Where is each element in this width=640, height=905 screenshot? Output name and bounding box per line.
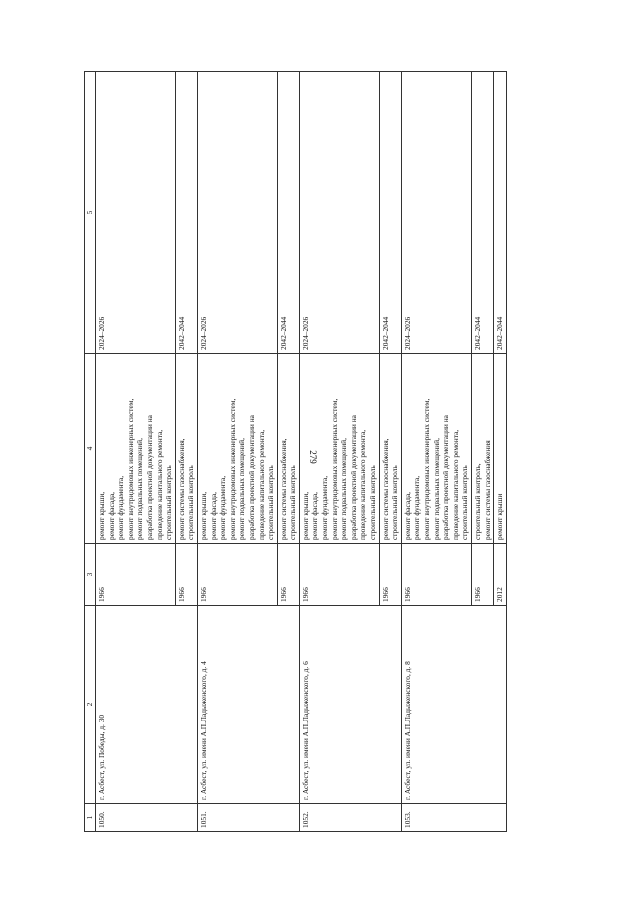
building-address: г. Асбест, ул. имени А.П.Ладыженского, д. 6 [299,606,401,804]
work-type-line: ремонт внутридомовых инженерных систем, [227,398,237,540]
year-cell: 1966 [96,544,176,606]
work-type-line: ремонт крыши, [97,491,106,540]
page-number: 279 [307,450,318,464]
period-cell: 2042–2044 [471,72,493,354]
table-row [299,72,379,832]
work-type-line: строительный контроль [390,465,400,540]
period-cell: 2042–2044 [494,72,507,354]
work-type-line: строительный контроль [288,465,298,540]
work-type-line: строительный контроль [164,465,174,540]
work-type-line: ремонт крыши [495,493,505,540]
work-type-line: ремонт подвальных помещений, [237,438,247,540]
work-type-line: разработка проектной документации на [441,415,451,540]
column-header: 3 [85,544,96,606]
work-types-cell [277,354,299,544]
work-types-cell [471,354,493,544]
row-number: 1050. [96,804,198,832]
table-row [197,72,277,832]
work-type-line: ремонт системы газоснабжения, [380,438,390,540]
work-type-line: строительный контроль [266,465,276,540]
work-type-line: ремонт фасада, [208,492,218,540]
work-type-line: ремонт подвальных помещений, [135,438,145,540]
year-cell: 1966 [197,544,277,606]
work-type-line: ремонт системы газоснабжения, [278,438,288,540]
year-cell: 1966 [277,544,299,606]
period-cell: 2024–2026 [96,72,176,354]
header-row [85,72,96,832]
work-type-line: ремонт крыши, [300,491,310,540]
work-type-line: проведение капитального ремонта, [450,429,460,540]
work-type-line: разработка проектной документации на [144,415,154,540]
column-header: 5 [85,72,96,354]
row-number: 1052. [299,804,401,832]
work-type-line: строительный контроль [460,465,470,540]
period-cell: 2042–2044 [379,72,401,354]
work-type-line: ремонт крыши, [198,491,208,540]
column-header: 2 [85,606,96,804]
work-types-cell [96,354,176,544]
work-type-line: ремонт фасада, [310,492,320,540]
table-row [96,72,176,832]
work-type-line: ремонт подвальных помещений, [431,438,441,540]
work-type-line: ремонт внутридомовых инженерных систем, [422,398,431,540]
work-types-cell [401,354,471,544]
repair-schedule-table [84,71,507,832]
work-types-cell [494,354,507,544]
period-cell: 2024–2026 [197,72,277,354]
work-type-line: ремонт фасада, [106,492,116,540]
work-type-line: ремонт внутридомовых инженерных систем, [125,398,135,540]
period-cell: 2042–2044 [175,72,197,354]
column-header: 1 [85,804,96,832]
work-types-cell [175,354,197,544]
work-types-cell [299,354,379,544]
year-cell: 1966 [379,544,401,606]
row-number: 1051. [197,804,299,832]
work-type-line: разработка проектной документации на [348,415,358,540]
work-type-line: ремонт фундамента, [116,475,126,540]
year-cell: 1966 [471,544,493,606]
work-type-line: ремонт фундамента, [218,475,228,540]
building-address: г. Асбест, ул. Победы, д. 30 [96,606,198,804]
work-type-line: строительный контроль [186,465,196,540]
work-type-line: проведение капитального ремонта, [358,429,368,540]
period-cell: 2024–2026 [299,72,379,354]
year-cell: 1966 [299,544,379,606]
work-type-line: разработка проектной документации на [246,415,256,540]
period-cell: 2042–2044 [277,72,299,354]
year-cell: 2012 [494,544,507,606]
building-address: г. Асбест, ул. имени А.П.Ладыженского, д. 8 [401,606,506,804]
year-cell: 1966 [401,544,471,606]
work-type-line: проведение капитального ремонта, [154,429,164,540]
work-type-line: строительный контроль, [472,463,482,540]
work-type-line: проведение капитального ремонта, [256,429,266,540]
building-address: г. Асбест, ул. имени А.П.Ладыженского, д. 4 [197,606,299,804]
year-cell: 1966 [175,544,197,606]
column-header: 4 [85,354,96,544]
work-types-cell [197,354,277,544]
work-type-line: ремонт системы газоснабжения [482,440,492,540]
table-row [401,72,471,832]
work-types-cell [379,354,401,544]
work-type-line: ремонт подвальных помещений, [339,438,349,540]
work-type-line: ремонт внутридомовых инженерных систем, [329,398,339,540]
period-cell: 2024–2026 [401,72,471,354]
work-type-line: ремонт системы газоснабжения, [176,438,186,540]
document-table-rotated [84,72,609,832]
work-type-line: строительный контроль [368,465,378,540]
work-type-line: ремонт фундамента, [412,475,422,540]
row-number: 1053. [401,804,506,832]
work-type-line: ремонт фасада, [402,492,412,540]
work-type-line: ремонт фундамента, [320,475,330,540]
